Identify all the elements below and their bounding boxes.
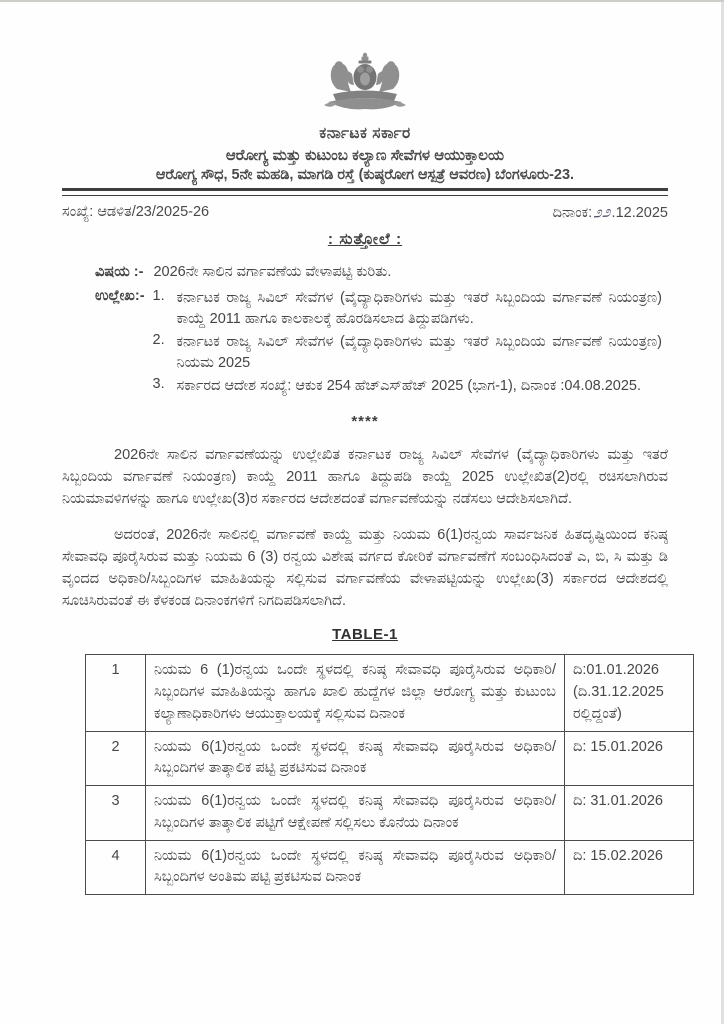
subject-row xyxy=(95,264,668,280)
row-description-cell: ನಿಯಮ 6 (1)ರನ್ವಯ ಒಂದೇ ಸ್ಥಳದಲ್ಲಿ ಕನಿಷ್ಠ ಸೇವಾವಧಿ ಪೂರೈಸಿರುವ ಅಧಿಕಾರಿ/ಸಿಬ್ಬಂದಿಗಳ ಮಾಹಿತಿಯನ್ನು ಹಾಗೂ ಖಾಲಿ ಹುದ್ದೆಗಳ ಜಿಲ್ಲಾ ಆರೋಗ್ಯ ಮತ್ತು ಕುಟುಂಬ ಕಲ್ಯಾಣಾಧಿಕಾರಿಗಳು ಆಯುಕ್ತಾಲಯಕ್ಕೆ ಸಲ್ಲಿಸುವ ದಿನಾಂಕ xyxy=(146,655,565,731)
department-address: ಆರೋಗ್ಯ ಸೌಧ, 5ನೇ ಮಹಡಿ, ಮಾಗಡಿ ರಸ್ತೆ (ಕುಷ್ಠರೋಗ ಆಸ್ಪತ್ರೆ ಆವರಣ) ಬೆಂಗಳೂರು-23. xyxy=(155,167,575,183)
row-date-cell: ದಿ: 31.01.2026 xyxy=(565,786,694,841)
table-title: TABLE-1 xyxy=(332,626,398,644)
circular-title-wrap xyxy=(62,231,668,249)
table-row xyxy=(86,655,694,731)
row-date-cell: ದಿ: 15.01.2026 xyxy=(565,731,694,786)
karnataka-state-emblem-icon xyxy=(322,52,408,118)
circular-number: ಸಂಖ್ಯೆ: ಆಡಳಿತ/23/2025-26 xyxy=(62,204,210,220)
row-date-cell: ದಿ:01.01.2026 (ದಿ.31.12.2025 ರಲ್ಲಿದ್ದಂತೆ) xyxy=(565,655,694,731)
meta-row xyxy=(62,204,668,222)
body-paragraph-2: ಅದರಂತೆ, 2026ನೇ ಸಾಲಿನಲ್ಲಿ ವರ್ಗಾವಣೆ ಕಾಯ್ದೆ ಮತ್ತು ನಿಯಮ 6(1)ರನ್ವಯ ಸಾರ್ವಜನಿಕ ಹಿತದೃಷ್ಟಿಯಿಂದ ಕನಿಷ್ಠ ಸೇವಾವಧಿ ಪೂರೈಸಿರುವ ಮತ್ತು ನಿಯಮ 6 (3) ರನ್ವಯ ವಿಶೇಷ ವರ್ಗದ ಕೋರಿಕೆ ವರ್ಗಾವಣೆಗೆ ಸಂಬಂಧಿಸಿದಂತೆ ಎ, ಬಿ, ಸಿ ಮತ್ತು ಡಿ ವೃಂದದ ಅಧಿಕಾರಿ/ಸಿಬ್ಬಂದಿಗಳ ಮಾಹಿತಿಯನ್ನು ಸಲ್ಲಿಸುವ ವರ್ಗಾವಣೆಯ ವೇಳಾಪಟ್ಟಿಯನ್ನು ಉಲ್ಲೇಖ(3) ಸರ್ಕಾರದ ಆದೇಶದಲ್ಲಿ ಸೂಚಿಸಿರುವಂತೆ ಈ ಕೆಳಕಂಡ ದಿನಾಂಕಗಳಿಗೆ ನಿಗದಿಪಡಿಸಲಾಗಿದೆ. xyxy=(62,527,668,610)
references-block xyxy=(95,288,668,399)
subject-label: ವಿಷಯ :- xyxy=(95,264,144,280)
date-label: ದಿನಾಂಕ: xyxy=(552,205,593,221)
department-title: ಆರೋಗ್ಯ ಮತ್ತು ಕುಟುಂಬ ಕಲ್ಯಾಣ ಸೇವೆಗಳ ಆಯುಕ್ತಾಲಯ xyxy=(225,147,505,164)
schedule-table xyxy=(85,654,694,895)
reference-text: ಸರ್ಕಾರದ ಆದೇಶ ಸಂಖ್ಯೆ: ಆಕುಕ 254 ಹೆಚ್‌ಎಸ್‌ಹೆಚ್ 2025 (ಭಾಗ-1), ದಿನಾಂಕ :04.08.2025. xyxy=(176,378,642,395)
table-row xyxy=(86,731,694,786)
reference-item xyxy=(153,376,668,397)
reference-text: ಕರ್ನಾಟಕ ರಾಜ್ಯ ಸಿವಿಲ್ ಸೇವೆಗಳ (ವೈದ್ಯಾಧಿಕಾರಿಗಳು ಮತ್ತು ಇತರೆ ಸಿಬ್ಬಂದಿಯ ವರ್ಗಾವಣೆ ನಿಯಂತ್ರಣ) ಕಾಯ್ದೆ 2011 ಹಾಗೂ ಕಾಲಕಾಲಕ್ಕೆ ಹೊರಡಿಸಲಾದ ತಿದ್ದುಪಡಿಗಳು. xyxy=(176,290,662,328)
row-date-cell: ದಿ: 15.02.2026 xyxy=(565,840,694,895)
row-number-cell: 2 xyxy=(86,731,146,786)
section-separator: **** xyxy=(351,413,379,431)
row-description-cell: ನಿಯಮ 6(1)ರನ್ವಯ ಒಂದೇ ಸ್ಥಳದಲ್ಲಿ ಕನಿಷ್ಠ ಸೇವಾವಧಿ ಪೂರೈಸಿರುವ ಅಧಿಕಾರಿ/ಸಿಬ್ಬಂದಿಗಳ ಅಂತಿಮ ಪಟ್ಟಿ ಪ್ರಕಟಿಸುವ ದಿನಾಂಕ xyxy=(146,840,565,895)
date-rest: .12.2025 xyxy=(611,205,668,221)
table-row xyxy=(86,840,694,895)
reference-item xyxy=(153,288,668,330)
row-description-cell: ನಿಯಮ 6(1)ರನ್ವಯ ಒಂದೇ ಸ್ಥಳದಲ್ಲಿ ಕನಿಷ್ಠ ಸೇವಾವಧಿ ಪೂರೈಸಿರುವ ಅಧಿಕಾರಿ/ಸಿಬ್ಬಂದಿಗಳ ತಾತ್ಕಾಲಿಕ ಪಟ್ಟಿಗೆ ಆಕ್ಷೇಪಣೆ ಸಲ್ಲಿಸಲು ಕೊನೆಯ ದಿನಾಂಕ xyxy=(146,786,565,841)
circular-date xyxy=(553,204,668,222)
emblem-wrap xyxy=(62,52,668,123)
row-number-cell: 4 xyxy=(86,840,146,895)
reference-item xyxy=(153,332,668,374)
reference-number: 2. xyxy=(152,332,165,349)
table-row xyxy=(86,786,694,841)
page-content xyxy=(0,2,724,895)
circular-title: : ಸುತ್ತೋಲೆ : xyxy=(327,231,403,248)
subject-text: 2026ನೇ ಸಾಲಿನ ವರ್ಗಾವಣೆಯ ವೇಳಾಪಟ್ಟಿ ಕುರಿತು. xyxy=(153,264,392,280)
table-title-wrap xyxy=(62,626,668,644)
body-paragraph-1: 2026ನೇ ಸಾಲಿನ ವರ್ಗಾವಣೆಯನ್ನು ಉಲ್ಲೇಖಿತ ಕರ್ನಾಟಕ ರಾಜ್ಯ ಸಿವಿಲ್ ಸೇವೆಗಳ (ವೈದ್ಯಾಧಿಕಾರಿಗಳು ಮತ್ತು ಇತರೆ ಸಿಬ್ಬಂದಿಯ ವರ್ಗಾವಣೆ ನಿಯಂತ್ರಣ) ಕಾಯ್ದೆ 2011 ಹಾಗೂ ತಿದ್ದುಪಡಿ ಕಾಯ್ದೆ 2025 ಉಲ್ಲೇಖಿತ(2)ರಲ್ಲಿ ರಚಿಸಲಾಗಿರುವ ನಿಯಮಾವಳಿಗಳನ್ನು ಹಾಗೂ ಉಲ್ಲೇಖ(3)ರ ಸರ್ಕಾರದ ಆದೇಶದಂತೆ ವರ್ಗಾವಣೆಯನ್ನು ನಡೆಸಲು ಆದೇಶಿಸಲಾಗಿದೆ. xyxy=(62,447,668,508)
header-divider-rule xyxy=(62,188,668,196)
row-number-cell: 3 xyxy=(86,786,146,841)
reference-number: 1. xyxy=(152,288,165,304)
government-title: ಕರ್ನಾಟಕ ಸರ್ಕಾರ xyxy=(319,125,411,142)
row-number-cell: 1 xyxy=(86,655,146,731)
references-label: ಉಲ್ಲೇಖ:- xyxy=(95,288,145,304)
reference-text: ಕರ್ನಾಟಕ ರಾಜ್ಯ ಸಿವಿಲ್ ಸೇವೆಗಳ (ವೈದ್ಯಾಧಿಕಾರಿಗಳು ಮತ್ತು ಇತರೆ ಸಿಬ್ಬಂದಿಯ ವರ್ಗಾವಣೆ ನಿಯಂತ್ರಣ) ನಿಯಮ 2025 xyxy=(176,334,662,372)
date-handwritten-value: ೨೨ xyxy=(592,203,611,222)
row-description-cell: ನಿಯಮ 6(1)ರನ್ವಯ ಒಂದೇ ಸ್ಥಳದಲ್ಲಿ ಕನಿಷ್ಠ ಸೇವಾವಧಿ ಪೂರೈಸಿರುವ ಅಧಿಕಾರಿ/ಸಿಬ್ಬಂದಿಗಳ ತಾತ್ಕಾಲಿಕ ಪಟ್ಟಿ ಪ್ರಕಟಿಸುವ ದಿನಾಂಕ xyxy=(146,731,565,786)
references-list xyxy=(153,288,668,399)
reference-number: 3. xyxy=(152,376,165,393)
